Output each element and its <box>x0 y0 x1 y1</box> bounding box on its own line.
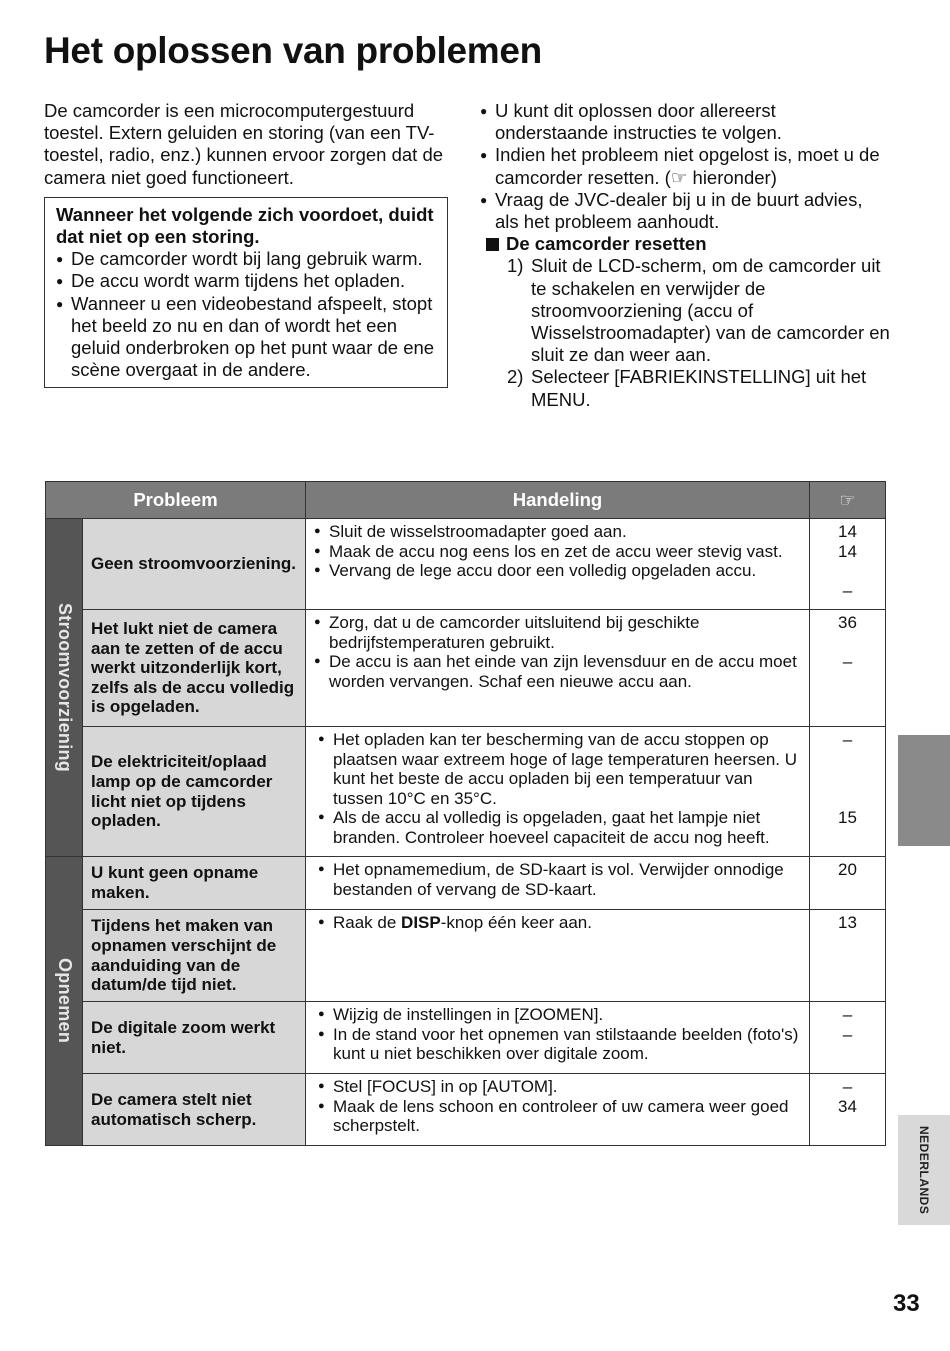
reference-cell <box>810 519 886 610</box>
page-reference: – <box>842 580 853 600</box>
page-reference: 14 <box>838 541 857 561</box>
reference-cell <box>810 610 886 727</box>
instruction-item: ● Indien het probleem niet opgelost is, moet u de camcorder resetten. (☞ hieronder) <box>480 144 890 188</box>
notice-title: Wanneer het volgende zich voordoet, duidt dat niet op een storing. <box>56 203 434 248</box>
notice-list <box>56 248 437 381</box>
problem-cell: Geen stroomvoorziening. <box>83 519 306 610</box>
action-item: ● In de stand voor het opnemen van stilstaande beelden (foto's) kunt u niet beschikken over digitale zoom. <box>318 1025 803 1064</box>
action-list <box>314 913 803 933</box>
step-text: Sluit de LCD-scherm, om de camcorder uit te schakelen en verwijder de stroomvoorziening (accu of Wisselstroomadapter) van de camcorder en sluit ze dan weer aan. <box>531 255 890 366</box>
table-row <box>46 727 886 857</box>
language-tab <box>898 1115 950 1225</box>
problem-cell: De elektriciteit/oplaad lamp op de camcorder licht niet op tijdens opladen. <box>83 727 306 857</box>
action-item: ● Wijzig de instellingen in [ZOOMEN]. <box>318 1005 803 1025</box>
action-item: ● De accu is aan het einde van zijn levensduur en de accu moet worden vervangen. Schaf een nieuwe accu aan. <box>314 652 803 691</box>
action-list <box>314 1077 803 1136</box>
notice-item: ● De camcorder wordt bij lang gebruik warm. <box>56 248 437 270</box>
header-problem: Probleem <box>46 482 306 519</box>
troubleshooting-table <box>45 481 886 1146</box>
action-cell <box>306 857 810 910</box>
page-reference: 36 <box>838 613 857 632</box>
right-column <box>480 100 890 411</box>
step-text: Selecteer [FABRIEKINSTELLING] uit het MENU. <box>531 366 867 410</box>
page-reference <box>810 633 885 653</box>
table-row <box>46 1002 886 1074</box>
category-label: Stroomvoorziening <box>54 602 75 773</box>
action-list <box>314 730 803 848</box>
reference-cell <box>810 857 886 910</box>
page-reference: 15 <box>838 808 857 828</box>
problem-cell: Tijdens het maken van opnamen verschijnt de aanduiding van de datum/de tijd niet. <box>83 910 306 1002</box>
page-reference: 34 <box>838 1096 857 1116</box>
action-cell <box>306 910 810 1002</box>
action-item <box>318 913 803 933</box>
section-tab-marker <box>898 735 950 846</box>
left-column <box>44 100 448 388</box>
action-text-post: -knop één keer aan. <box>440 913 592 932</box>
step-number: 1) <box>507 255 524 277</box>
problem-cell: Het lukt niet de camera aan te zetten of de accu werkt uitzonderlijk kort, zelfs als de accu volledig is opgeladen. <box>83 610 306 727</box>
action-item: ● Maak de accu nog eens los en zet de accu weer stevig vast. <box>314 542 803 562</box>
table-row <box>46 910 886 1002</box>
pointing-hand-icon: ☞ <box>839 489 856 510</box>
action-item: ● Het opladen kan ter bescherming van de accu stoppen op plaatsen waar extreem hoge of lage temperaturen heersen. U kunt het beste de accu opladen bij een temperatuur van tussen 10°C en 35°C. <box>318 730 803 808</box>
reset-heading <box>486 233 890 255</box>
language-label: NEDERLANDS <box>917 1125 931 1215</box>
page-reference: – <box>842 1077 853 1096</box>
page-reference: – <box>842 652 853 672</box>
table-header-row <box>46 482 886 519</box>
category-power <box>46 519 83 857</box>
square-bullet-icon <box>486 238 499 251</box>
action-list <box>314 613 803 691</box>
page-reference: 13 <box>838 913 857 932</box>
reference-cell <box>810 1074 886 1146</box>
header-reference <box>810 482 886 519</box>
notice-box <box>44 197 448 389</box>
problem-cell: De camera stelt niet automatisch scherp. <box>83 1074 306 1146</box>
table-row <box>46 519 886 610</box>
action-item: ● Maak de lens schoon en controleer of uw camera weer goed scherpstelt. <box>318 1097 803 1136</box>
instruction-item: ● Vraag de JVC-dealer bij u in de buurt advies, als het probleem aanhoudt. <box>480 189 890 233</box>
table-row <box>46 1074 886 1146</box>
problem-cell: U kunt geen opname maken. <box>83 857 306 910</box>
action-item: ● Zorg, dat u de camcorder uitsluitend bij geschikte bedrijfstemperaturen gebruikt. <box>314 613 803 652</box>
instruction-item: ● U kunt dit oplossen door allereerst onderstaande instructies te volgen. <box>480 100 890 144</box>
action-item: ● Als de accu al volledig is opgeladen, gaat het lampje niet branden. Controleer hoeveel capaciteit de accu nog heeft. <box>318 808 803 847</box>
action-cell <box>306 1074 810 1146</box>
action-text-pre: Raak de <box>333 913 402 932</box>
page-reference: – <box>842 1005 853 1024</box>
page-reference: – <box>842 730 853 749</box>
page-reference: – <box>842 1024 853 1044</box>
notice-item: ● De accu wordt warm tijdens het opladen. <box>56 270 437 292</box>
action-item: ● Stel [FOCUS] in op [AUTOM]. <box>318 1077 803 1097</box>
page-number: 33 <box>893 1290 920 1317</box>
action-cell <box>306 519 810 610</box>
table-row <box>46 610 886 727</box>
page-reference: 20 <box>838 860 857 879</box>
action-cell <box>306 727 810 857</box>
page-reference: 14 <box>838 522 857 541</box>
problem-cell: De digitale zoom werkt niet. <box>83 1002 306 1074</box>
disp-button-label: DISP <box>401 913 441 932</box>
reference-cell <box>810 910 886 1002</box>
page-title: Het oplossen van problemen <box>44 30 542 71</box>
step-number: 2) <box>507 366 524 388</box>
notice-item: ● Wanneer u een videobestand afspeelt, stopt het beeld zo nu en dan of wordt het een geluid onderbroken op het punt waar de ene scène overgaat in de andere. <box>56 293 437 382</box>
action-cell <box>306 1002 810 1074</box>
action-item: ● Het opnamemedium, de SD-kaart is vol. Verwijder onnodige bestanden of vervang de SD-kaart. <box>318 860 803 899</box>
intro-text: De camcorder is een microcomputergestuurd toestel. Extern geluiden en storing (van een TV-toestel, radio, enz.) kunnen ervoor zorgen dat de camera niet goed functioneert. <box>44 100 444 188</box>
action-list <box>314 522 803 581</box>
action-list <box>314 860 803 899</box>
action-item: ● Vervang de lege accu door een volledig opgeladen accu. <box>314 561 803 581</box>
header-action: Handeling <box>306 482 810 519</box>
action-list <box>314 1005 803 1064</box>
category-recording <box>46 857 83 1146</box>
category-label: Opnemen <box>54 958 75 1044</box>
reference-cell <box>810 727 886 857</box>
reference-cell <box>810 1002 886 1074</box>
instructions-list <box>480 100 890 233</box>
page-reference <box>810 561 885 581</box>
action-cell <box>306 610 810 727</box>
reset-step <box>480 366 890 410</box>
page-reference <box>810 769 885 789</box>
table-row <box>46 857 886 910</box>
reset-heading-text: De camcorder resetten <box>506 233 707 255</box>
action-item: ● Sluit de wisselstroomadapter goed aan. <box>314 522 803 542</box>
reset-step <box>480 255 890 366</box>
page-reference <box>810 750 885 770</box>
page-reference <box>810 789 885 809</box>
reset-steps <box>480 255 890 410</box>
